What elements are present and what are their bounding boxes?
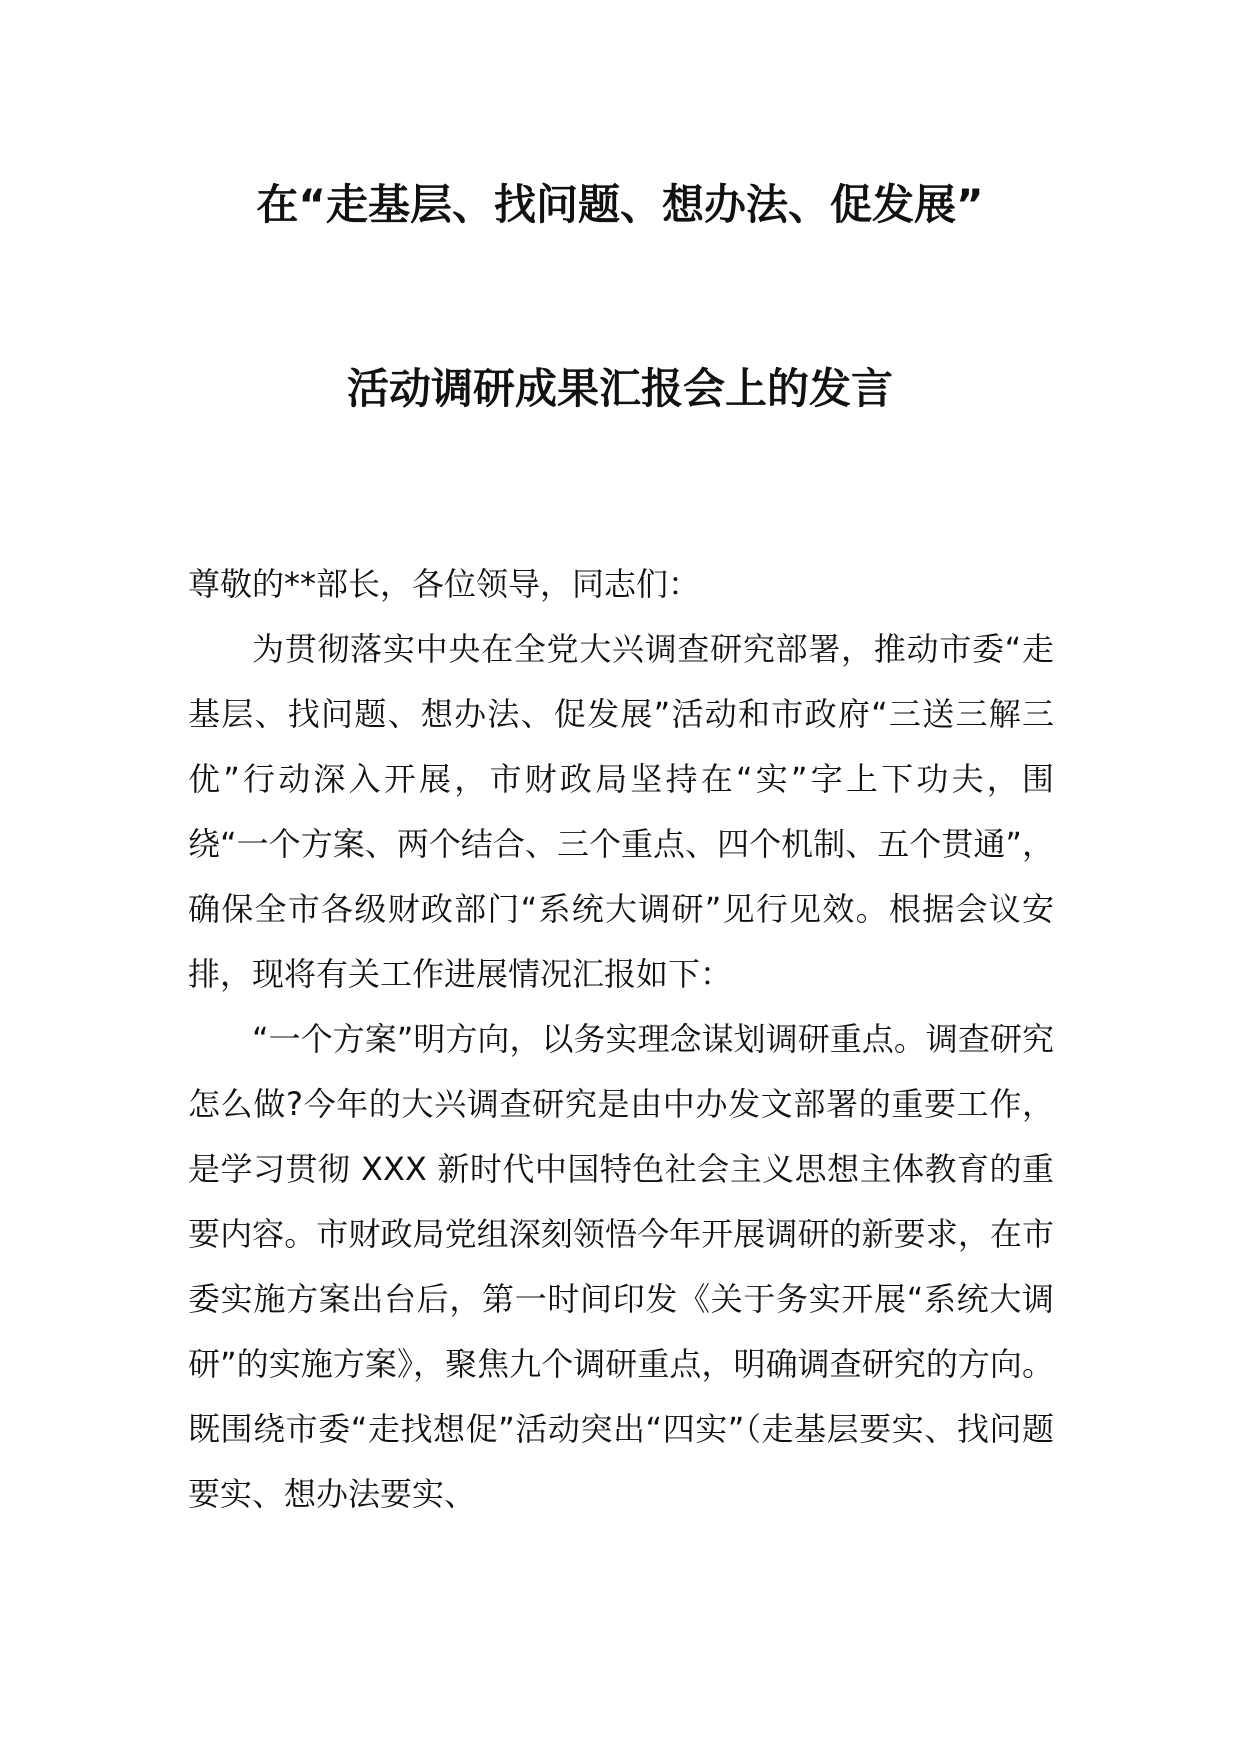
paragraph-1: 为贯彻落实中央在全党大兴调查研究部署，推动市委“走基层、找问题、想办法、促发展”活动和市政府“三送三解三优”行动深入开展，市财政局坚持在“实”字上下功夫，围绕“一个方案、两个结合、三个重点、四个机制、五个贯通”，确保全市各级财政部门“系统大调研”见行见效。根据会议安排，现将有关工作进展情况汇报如下： [188, 630, 1054, 993]
paragraph-2: “一个方案”明方向，以务实理念谋划调研重点。调查研究怎么做?今年的大兴调查研究是由中办发文部署的重要工作，是学习贯彻 XXX 新时代中国特色社会主义思想主体教育的重要内容。市财政局党组深刻领悟今年开展调研的新要求，在市委实施方案出台后，第一时间印发《关于务实开展“系统大调研”的实施方案》，聚焦九个调研重点，明确调查研究的方向。既围绕市委“走找想促”活动突出“四实”（走基层要实、找问题要实、想办法要实、 [188, 1020, 1054, 1513]
document-body [188, 552, 1054, 1527]
document-title-line-1: 在“走基层、找问题、想办法、促发展” [256, 180, 984, 229]
document-title-line-2: 活动调研成果汇报会上的发言 [346, 364, 893, 413]
salutation: 尊敬的**部长，各位领导，同志们： [188, 565, 701, 603]
